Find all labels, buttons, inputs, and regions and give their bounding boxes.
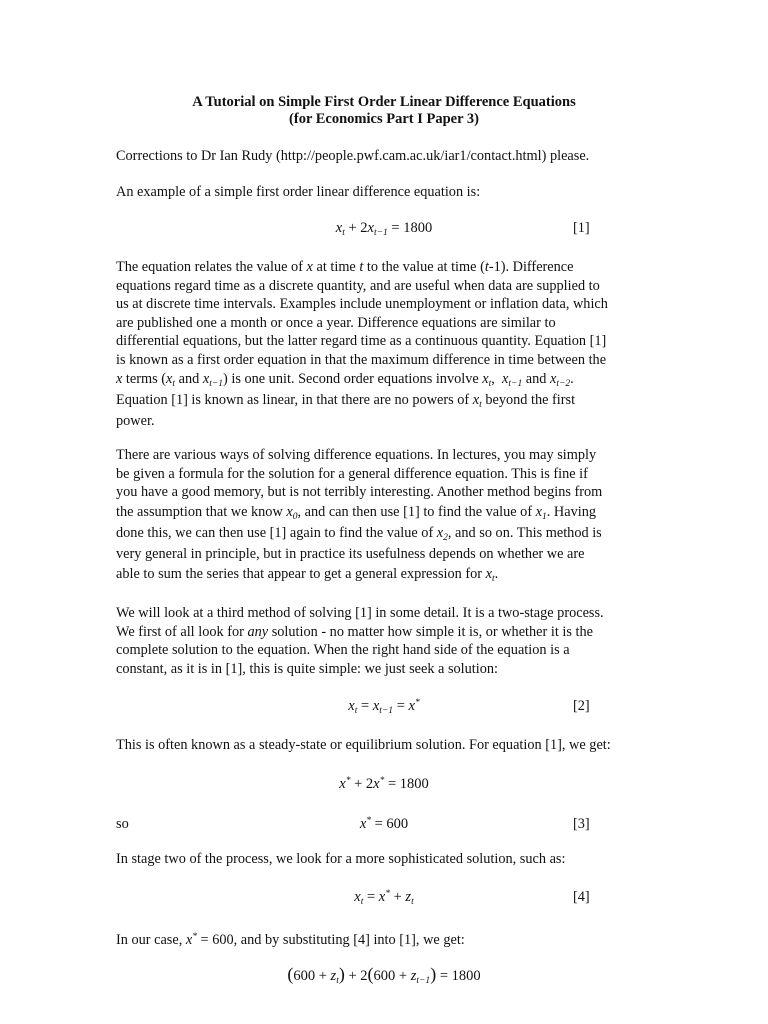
document-title: A Tutorial on Simple First Order Linear Difference Equations	[192, 94, 576, 110]
paragraph-steady-state: This is often known as a steady-state or equilibrium solution. For equation [1], we get:	[116, 737, 611, 753]
equation-4: $x_t = x^* + z_t$	[354, 889, 414, 907]
equation-2: $x_t = x_{t-1} = x^*$	[348, 698, 420, 716]
paragraph-solving-methods: There are various ways of solving difference equations. In lectures, you may simply be given a formula for the solution for a general difference equation. This is fine if you have a good memory, but is not terribly interesting. Another method begins from the assumption that we know $x_0$, and can then use [1] to find the value of $x_1$. Having done this, we can then use [1] again to find the value of $x_2$, and so on. This method is very general in principle, but in practice its usefulness depends on whether we are able to sum the series that appear to get a general expression for $x_t$.	[116, 447, 603, 584]
equation-steady-state: x* + 2x* = 1800	[339, 776, 429, 792]
equation-3: x* = 600	[359, 816, 409, 832]
paragraph-stage-two: In stage two of the process, we look for a more sophisticated solution, such as:	[116, 851, 566, 867]
paragraph-two-stage-method: We will look at a third method of solving [1] in some detail. It is a two-stage process. We first of all look for any solution - no matter how simple it is, or whether it is the complete solution to the equation. When the right hand side of the equation is a constant, as it is in [1], this is quite simple: we just seek a solution:	[116, 605, 604, 677]
so-label: so	[116, 816, 129, 832]
equation-1-label: [1]	[573, 220, 590, 236]
corrections-note: Corrections to Dr Ian Rudy (http://people.pwf.cam.ac.uk/iar1/contact.html) please.	[116, 148, 590, 164]
equation-4-label: [4]	[573, 889, 590, 905]
intro-paragraph: An example of a simple first order linear difference equation is:	[116, 184, 481, 200]
equation-substituted: $(600 + z_t) + 2(600 + z_{t-1}) = 1800$	[287, 964, 481, 986]
document-subtitle: (for Economics Part I Paper 3)	[289, 111, 479, 127]
equation-3-label: [3]	[573, 816, 590, 832]
paragraph-substitution: In our case, x* = 600, and by substituting [4] into [1], we get:	[116, 932, 465, 948]
equation-2-label: [2]	[573, 698, 590, 714]
equation-1: $x_t + 2x_{t-1} = 1800$	[335, 220, 433, 238]
paragraph-difference-equations: The equation relates the value of x at time t to the value at time (t-1). Difference equations regard time as a discrete quantity, and are useful when data are supplied to us at discrete time intervals. Examples include unemployment or inflation data, which are published one a month or once a year. Difference equations are similar to differential equations, but the latter regard time as a continuous quantity. Equation [1] is known as a first order equation in that the maximum difference in time between the x terms ($x_t$ and $x_{t-1}$) is one unit. Second order equations involve $x_t$, $x_{t-1}$ and $x_{t-2}$. Equation [1] is known as linear, in that there are no powers of $x_t$ beyond the first power.	[116, 259, 608, 429]
